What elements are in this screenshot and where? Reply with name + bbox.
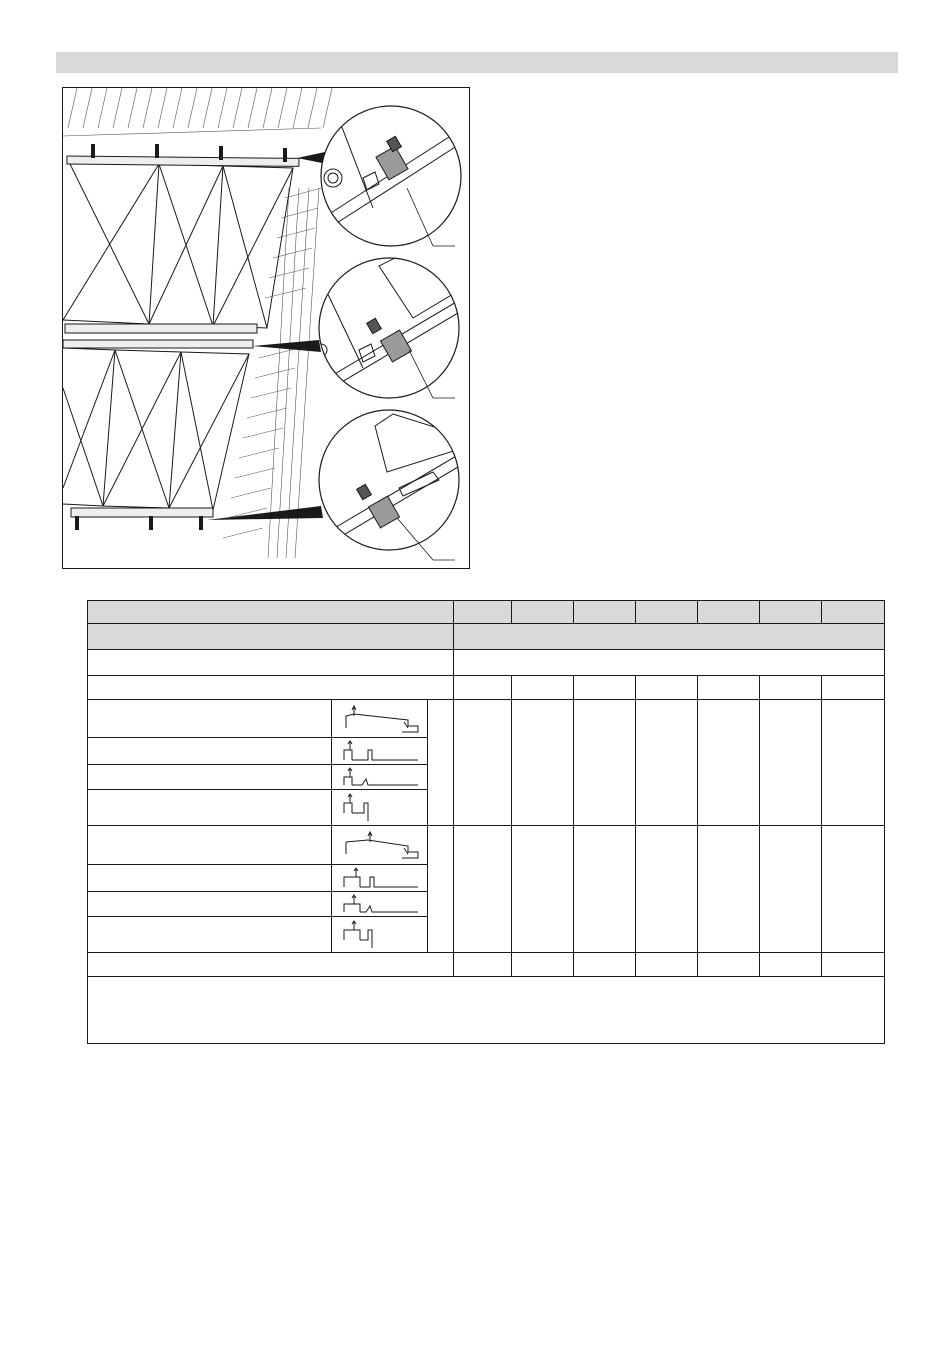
table-row (88, 650, 885, 676)
header-value-cell (822, 601, 885, 624)
profile-label-cell (88, 790, 332, 826)
header-label-cell (88, 601, 454, 624)
profile-label-cell (88, 917, 332, 953)
clamp-detail-lower-icon (319, 410, 463, 560)
profile-row (88, 700, 885, 738)
upright-seam-icon (332, 790, 428, 826)
subheader-label-cell (88, 624, 454, 650)
section-header-bar (56, 52, 898, 73)
table-row (88, 676, 885, 700)
profile-label-cell (88, 865, 332, 892)
header-value-cell (454, 601, 512, 624)
table-notes-row (88, 977, 885, 1044)
notes-cell (88, 977, 885, 1044)
table-row (88, 953, 885, 977)
detail-leaders (207, 152, 327, 520)
header-value-cell (698, 601, 760, 624)
header-value-cell (512, 601, 574, 624)
row-label-cell (88, 676, 454, 700)
angled-seam-icon (332, 765, 428, 790)
group-a-marker-cell (428, 700, 454, 826)
header-value-cell (760, 601, 822, 624)
profile-label-cell (88, 700, 332, 738)
clamp-detail-middle-icon (315, 254, 463, 398)
subheader-span-cell (454, 624, 885, 650)
header-value-cell (574, 601, 636, 624)
mounting-rails (63, 156, 299, 517)
row-span-cell (454, 650, 885, 676)
double-standing-seam-icon (332, 738, 428, 765)
profile-label-cell (88, 738, 332, 765)
rail-hooks (75, 144, 287, 530)
upright-seam-icon (332, 917, 428, 953)
overlap-profile-icon (332, 700, 428, 738)
row-label-cell (88, 953, 454, 977)
profile-label-cell (88, 765, 332, 790)
profile-row (88, 826, 885, 865)
solar-modules (63, 162, 293, 510)
table-subheader-row (88, 624, 885, 650)
double-standing-seam-icon (332, 865, 428, 892)
clamp-detail-upper-icon (321, 104, 463, 246)
overlap-profile-icon (332, 826, 428, 865)
angled-seam-icon (332, 892, 428, 917)
header-value-cell (636, 601, 698, 624)
table-header-row (88, 601, 885, 624)
mounting-rail-drawing (63, 88, 470, 569)
profile-label-cell (88, 826, 332, 865)
installation-figure (62, 87, 470, 569)
group-b-marker-cell (428, 826, 454, 953)
specification-table (87, 600, 885, 1044)
row-label-cell (88, 650, 454, 676)
profile-label-cell (88, 892, 332, 917)
